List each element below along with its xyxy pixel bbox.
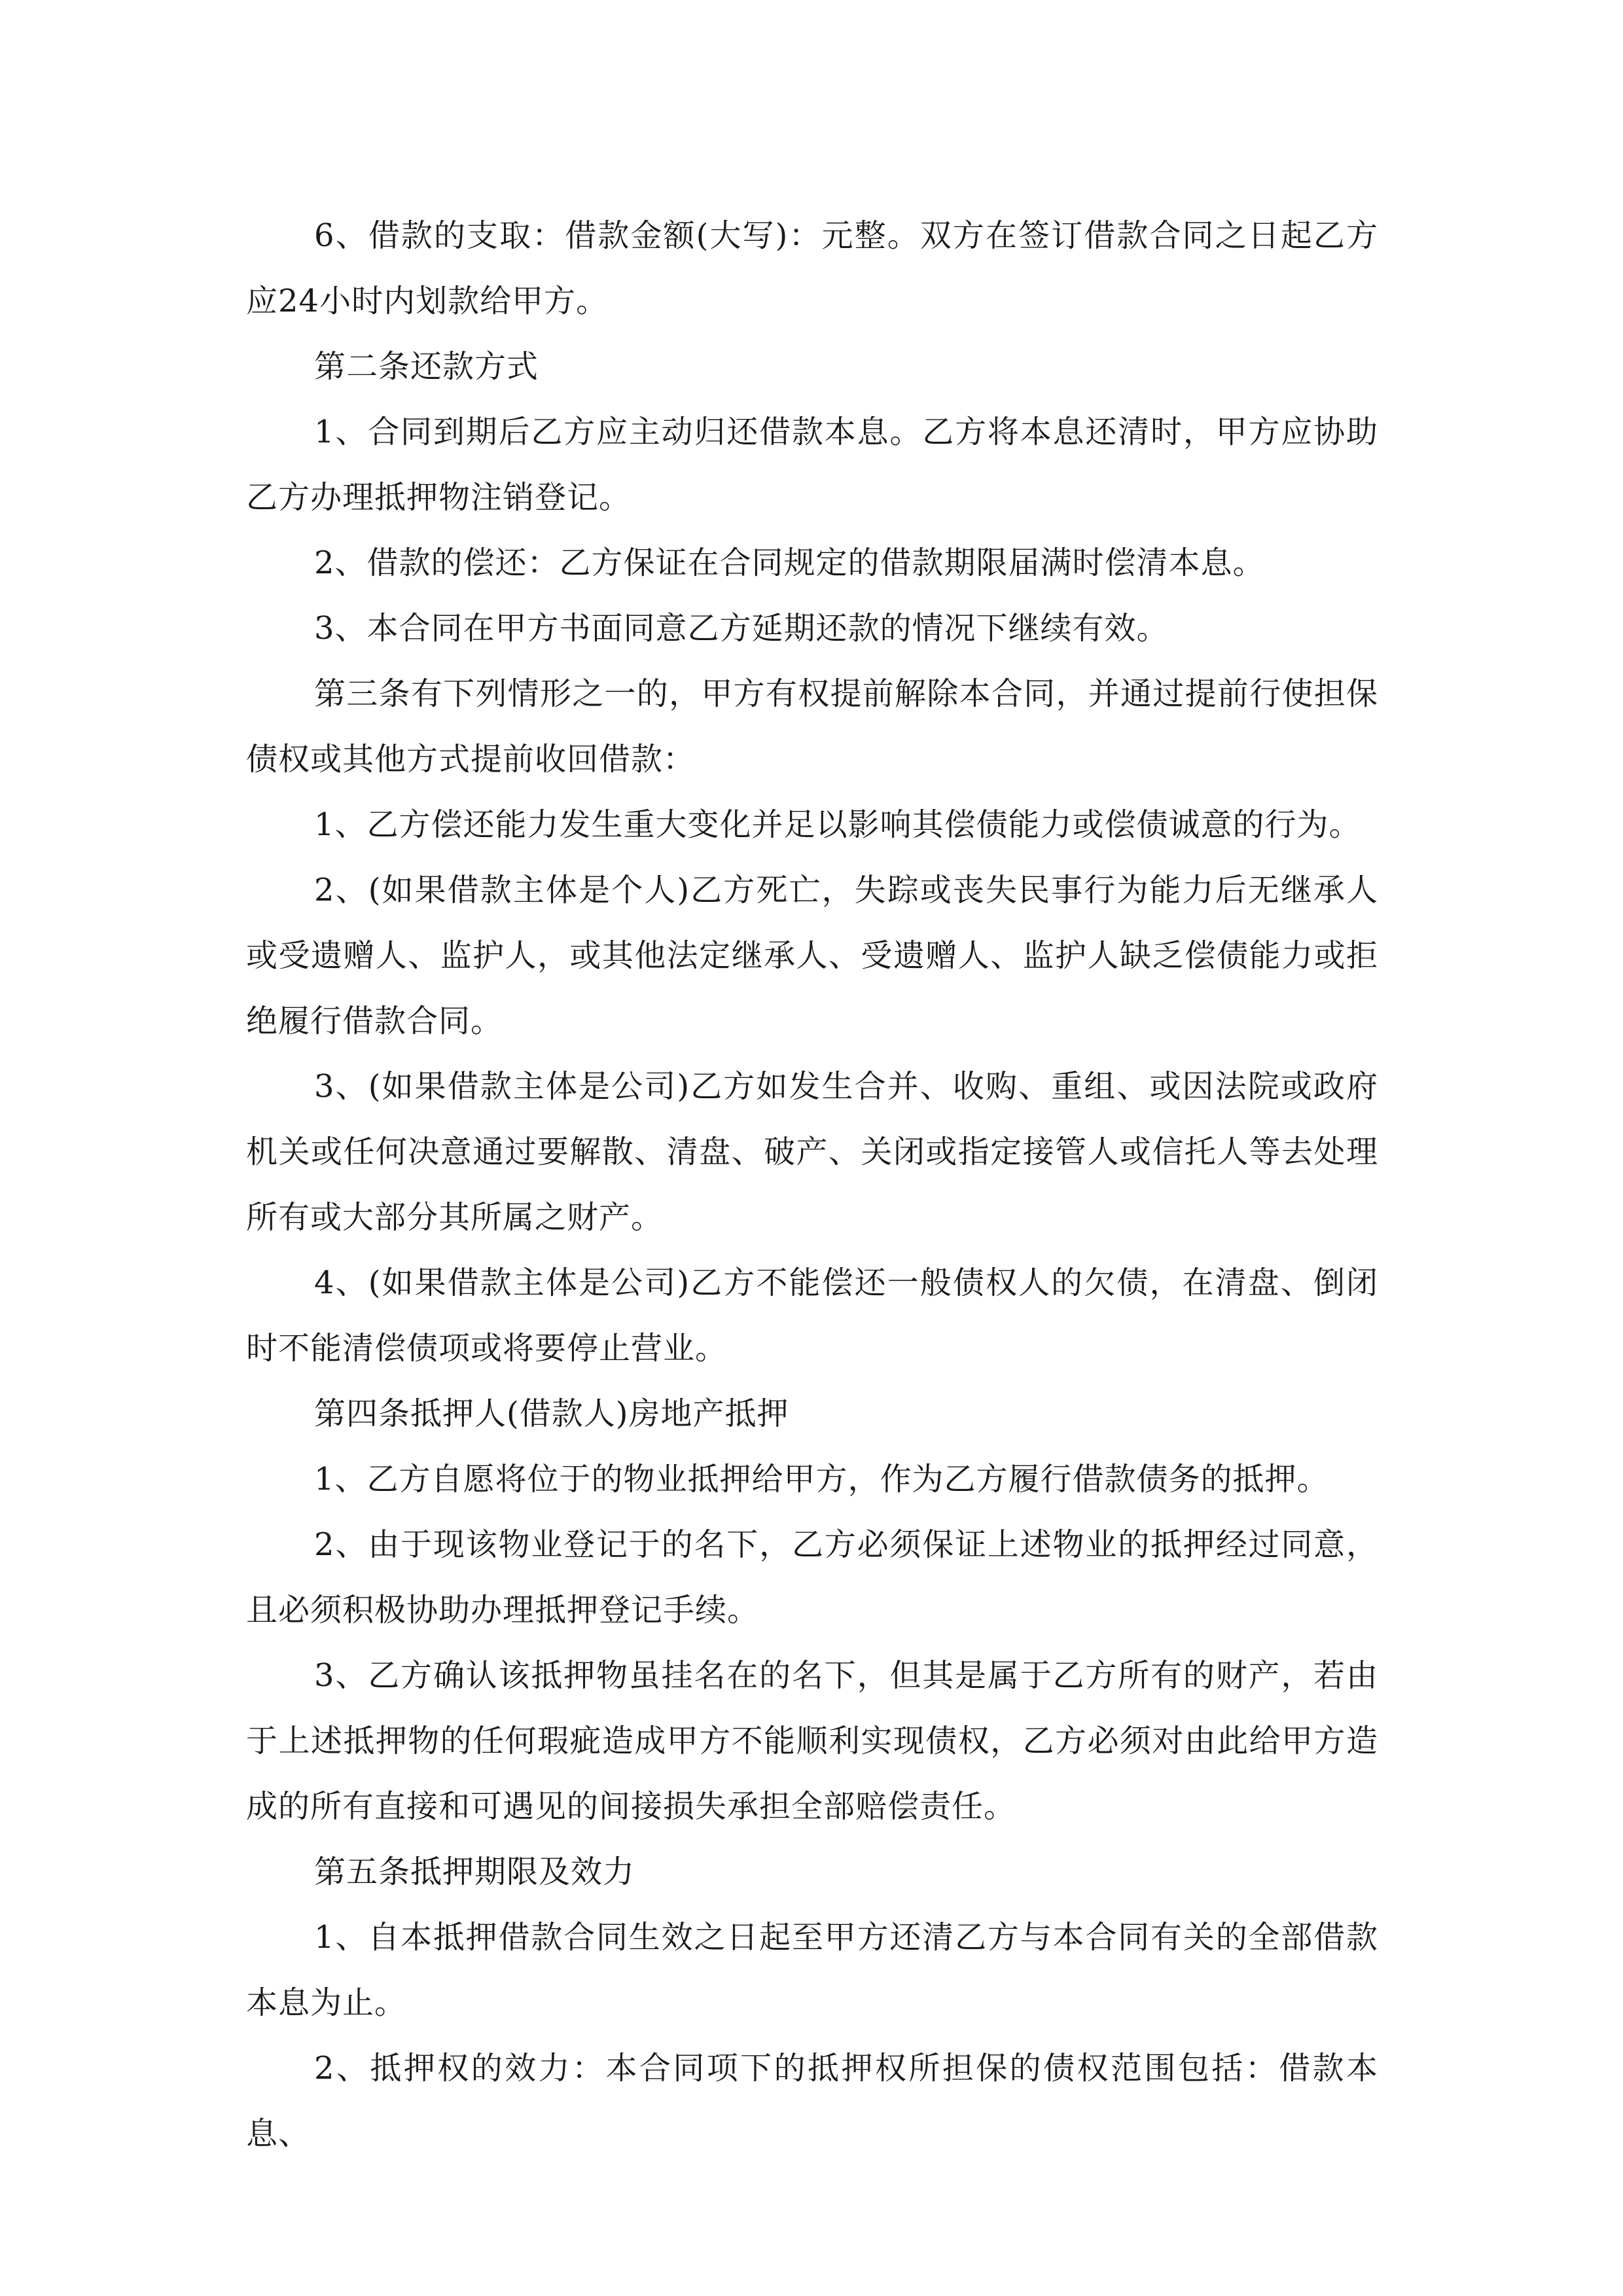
- heading-article-3-early-termination: 第三条有下列情形之一的，甲方有权提前解除本合同，并通过提前行使担保债权或其他方式提前收回借款：: [246, 675, 1378, 778]
- paragraph-5-1-term-duration: 1、自本抵押借款合同生效之日起至甲方还清乙方与本合同有关的全部借款本息为止。: [246, 1919, 1378, 2021]
- paragraph-2-1-repayment-on-maturity: 1、合同到期后乙方应主动归还借款本息。乙方将本息还清时，甲方应协助乙方办理抵押物注销登记。: [246, 414, 1378, 516]
- paragraph-3-4-company-borrower-insolvency: 4、(如果借款主体是公司)乙方不能偿还一般债权人的欠债，在清盘、倒闭时不能清偿债项或将要停止营业。: [246, 1265, 1378, 1367]
- paragraph-4-3-ownership-liability: 3、乙方确认该抵押物虽挂名在的名下，但其是属于乙方所有的财产，若由于上述抵押物的任何瑕疵造成甲方不能顺利实现债权，乙方必须对由此给甲方造成的所有直接和可遇见的间接损失承担全部赔偿责任。: [246, 1657, 1378, 1825]
- paragraph-3-2-individual-borrower: 2、(如果借款主体是个人)乙方死亡，失踪或丧失民事行为能力后无继承人或受遗赠人、监护人，或其他法定继承人、受遗赠人、监护人缺乏偿债能力或拒绝履行借款合同。: [246, 872, 1378, 1039]
- heading-article-2-repayment: 第二条还款方式: [314, 348, 539, 385]
- paragraph-4-2-registration-consent: 2、由于现该物业登记于的名下，乙方必须保证上述物业的抵押经过同意，且必须积极协助办理抵押登记手续。: [246, 1526, 1378, 1628]
- paragraph-2-3-extension-validity: 3、本合同在甲方书面同意乙方延期还款的情况下继续有效。: [314, 610, 1169, 647]
- paragraph-3-1-repayment-ability: 1、乙方偿还能力发生重大变化并足以影响其偿债能力或偿债诚意的行为。: [314, 806, 1361, 843]
- paragraph-clause-6-loan-disbursement: 6、借款的支取：借款金额(大写)：元整。双方在签订借款合同之日起乙方应24小时内划款给甲方。: [246, 217, 1378, 319]
- paragraph-2-2-loan-repayment: 2、借款的偿还：乙方保证在合同规定的借款期限届满时偿清本息。: [314, 545, 1265, 581]
- paragraph-3-3-company-borrower-dissolution: 3、(如果借款主体是公司)乙方如发生合并、收购、重组、或因法院或政府机关或任何决意通过要解散、清盘、破产、关闭或指定接管人或信托人等去处理所有或大部分其所属之财产。: [246, 1068, 1378, 1236]
- paragraph-5-2-mortgage-effect: 2、抵押权的效力：本合同项下的抵押权所担保的债权范围包括：借款本息、: [246, 2050, 1378, 2152]
- heading-article-4-real-estate-mortgage: 第四条抵押人(借款人)房地产抵押: [314, 1395, 789, 1432]
- document-body: [246, 203, 1378, 2166]
- heading-article-5-mortgage-term: 第五条抵押期限及效力: [314, 1854, 635, 1890]
- paragraph-4-1-property-mortgage: 1、乙方自愿将位于的物业抵押给甲方，作为乙方履行借款债务的抵押。: [314, 1461, 1329, 1498]
